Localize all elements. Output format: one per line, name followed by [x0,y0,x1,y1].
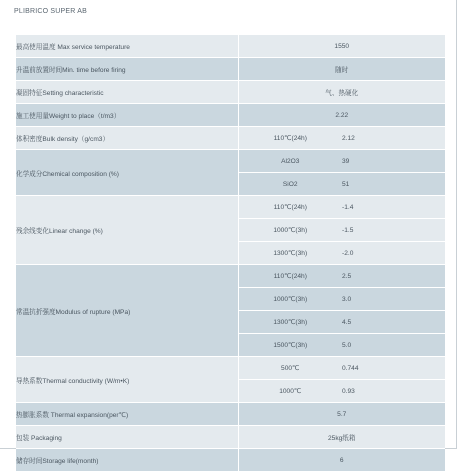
table-row-max-temp [16,35,445,58]
row-label: 导热系数Thermal conductivity (W/m•K) [16,357,238,403]
row-value: 5.0 [342,334,445,357]
row-label: 化学成分Chemical composition (%) [16,150,238,196]
row-condition: 1300℃(3h) [238,242,342,265]
row-value: 0.744 [342,357,445,380]
row-value: 39 [342,150,445,173]
row-condition: 110℃(24h) [238,265,342,288]
row-condition: 110℃(24h) [238,127,342,150]
table-row-linear-change [16,196,445,219]
product-title: PLIBRICO SUPER AB [14,8,88,15]
row-value: 4.5 [342,311,445,334]
table-row-bulk-density [16,127,445,150]
row-value: 5.7 [238,403,445,426]
row-value: -1.4 [342,196,445,219]
row-label: 凝固特征Setting characteristic [16,81,238,104]
spec-table [16,35,445,472]
row-value: 气、热硬化 [238,81,445,104]
table-row-chemical [16,150,445,173]
row-value: -2.0 [342,242,445,265]
row-label: 施工使用量Weight to place（t/m3） [16,104,238,127]
row-value: 3.0 [342,288,445,311]
row-label: 储存时间Storage life(month) [16,449,238,472]
table-row-rupture [16,265,445,288]
table-row-firing [16,58,445,81]
row-condition: 1300℃(3h) [238,311,342,334]
row-value: 2.5 [342,265,445,288]
row-value: 6 [238,449,445,472]
row-condition: 500℃ [238,357,342,380]
table-row-weight [16,104,445,127]
row-condition: 110℃(24h) [238,196,342,219]
row-condition: 1000℃ [238,380,342,403]
table-row-storage [16,449,445,472]
row-condition: 1000℃(3h) [238,219,342,242]
table-row-conductivity [16,357,445,380]
row-label: 常温抗折强度Modulus of rupture (MPa) [16,265,238,357]
row-value: 随时 [238,58,445,81]
row-condition: SiO2 [238,173,342,196]
row-value: 1550 [238,35,445,58]
row-value: 25kg纸箱 [238,426,445,449]
row-label: 热膨胀系数 Thermal expansion(per℃) [16,403,238,426]
row-label: 残余线变化Linear change (%) [16,196,238,265]
table-row-setting [16,81,445,104]
row-label: 体积密度Bulk density（g/cm3） [16,127,238,150]
row-value: 0.93 [342,380,445,403]
table-row-expansion [16,403,445,426]
row-label: 升温前放置时间Min. time before firing [16,58,238,81]
row-value: 2.22 [238,104,445,127]
row-label: 包装 Packaging [16,426,238,449]
row-condition: 1500℃(3h) [238,334,342,357]
row-value: 2.12 [342,127,445,150]
row-condition: Al2O3 [238,150,342,173]
table-row-packaging [16,426,445,449]
row-value: -1.5 [342,219,445,242]
row-value: 51 [342,173,445,196]
row-label: 最高使用温度 Max service temperature [16,35,238,58]
row-condition: 1000℃(3h) [238,288,342,311]
